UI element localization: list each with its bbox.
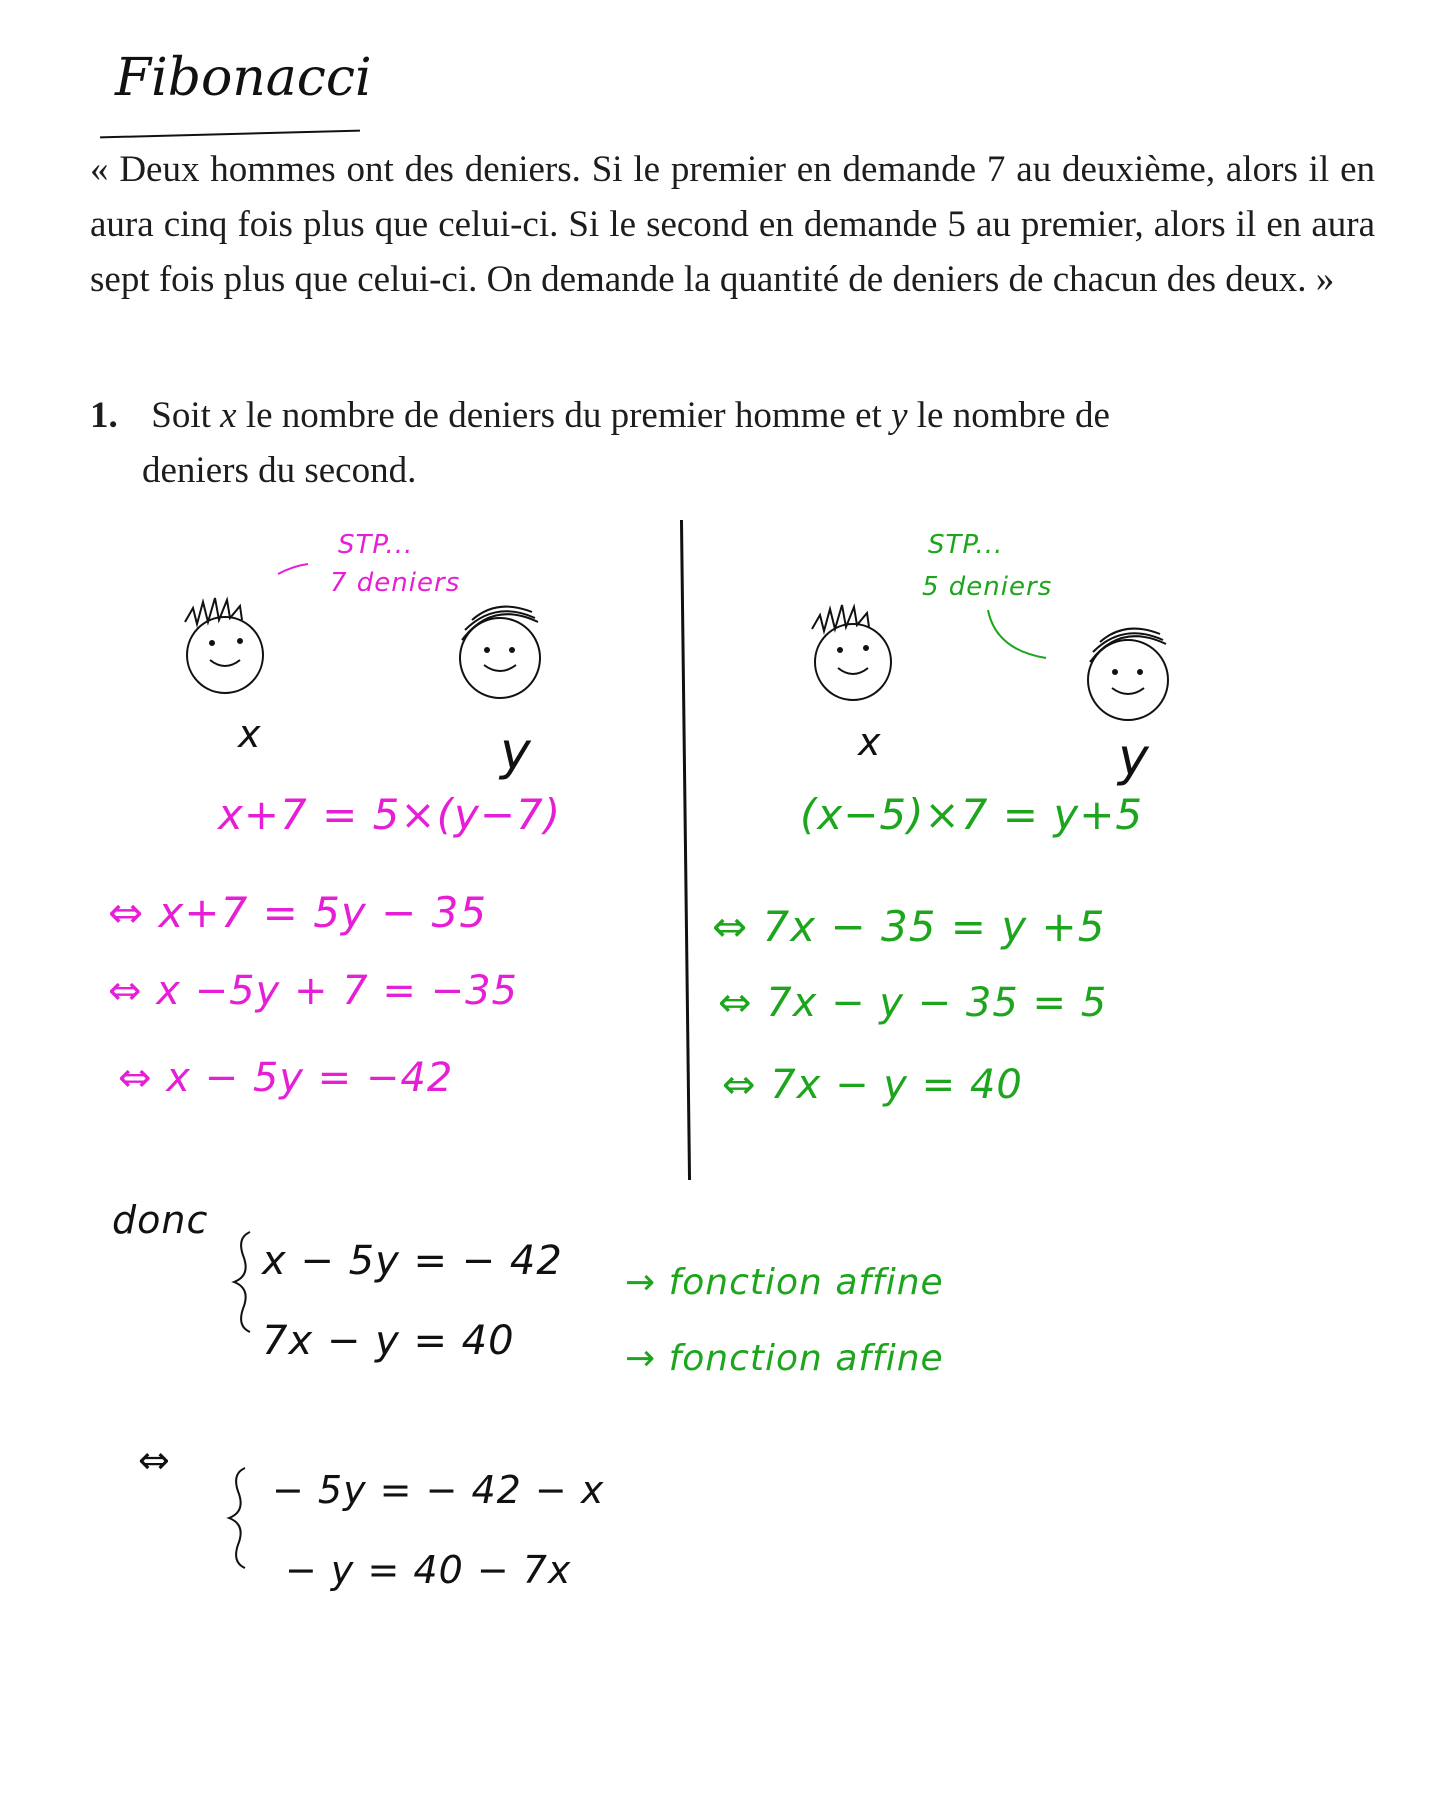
donc-label: donc [112,1198,209,1242]
annotation-affine-1: → fonction affine [625,1262,944,1303]
face-x-left [185,598,263,693]
equation-right-2: ⇔ 7x − 35 = y +5 [712,902,1106,951]
face-y-left [460,607,540,698]
equivalence-arrow: ⇔ [138,1438,171,1482]
question-text-a: Soit [151,395,211,436]
equation-right-4: ⇔ 7x − y = 40 [722,1062,1023,1108]
problem-statement: « Deux hommes ont des deniers. Si le premier en demande 7 au deuxième, alors il en aura cinq fois plus que celui-ci. Si le second en demande 5 au premier, alors il en aura sept fois plus que celui-ci. On demande la quantité de deniers de chacun des deux. » [90,149,1375,300]
handwritten-title: Fibonacci [115,48,372,108]
label-y-left: y [500,722,532,782]
equation-left-1: x+7 = 5×(y−7) [218,790,562,839]
variable-x: x [220,395,237,436]
speech-bubble-line-2-left: 7 deniers [330,568,461,598]
system-equation-2: 7x − y = 40 [262,1318,515,1364]
equation-left-2: ⇔ x+7 = 5y − 35 [108,888,488,937]
system-equation-4: − y = 40 − 7x [285,1548,572,1592]
question-text-b: le nombre de deniers du premier homme et [245,395,882,436]
speech-bubble-line-2-right: 5 deniers [922,572,1053,602]
equation-right-1: (x−5)×7 = y+5 [800,790,1144,839]
speech-bubble-line-1-left: STP... [338,530,414,560]
system-equation-1: x − 5y = − 42 [262,1238,563,1284]
label-y-right: y [1118,728,1150,788]
equation-left-3: ⇔ x −5y + 7 = −35 [108,968,519,1014]
question-number: 1. [90,395,118,436]
variable-y: y [891,395,908,436]
speech-bubble-line-1-right: STP... [928,530,1004,560]
annotation-affine-2: → fonction affine [625,1338,944,1379]
label-x-left: x [238,712,262,756]
face-y-right [1088,629,1168,720]
equation-right-3: ⇔ 7x − y − 35 = 5 [718,980,1108,1026]
face-x-right [812,605,891,700]
question-text-c: le nombre de [916,395,1110,436]
label-x-right: x [858,720,882,764]
system-equation-3: − 5y = − 42 − x [272,1468,605,1512]
question-text-d: deniers du second. [142,450,417,491]
equation-left-4: ⇔ x − 5y = −42 [118,1055,454,1101]
